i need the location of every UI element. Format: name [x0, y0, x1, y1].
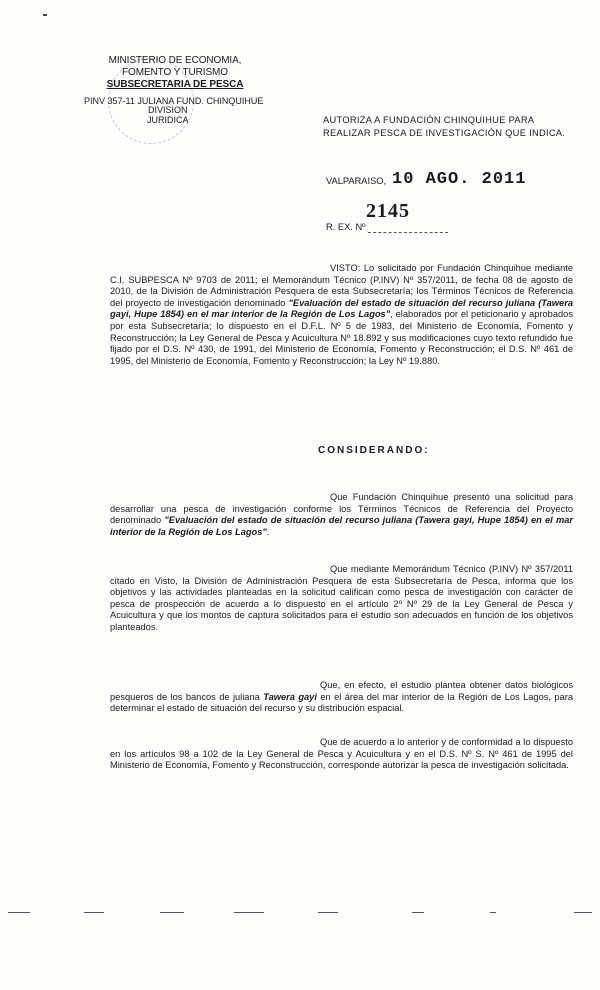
- rex-label: R. EX. Nº: [326, 222, 366, 232]
- footer-mark-5: [318, 912, 338, 913]
- considerando-1-project: "Evaluación del estado de situación del recurso juliana (Tawera gayi, Hupe 1854) en el mar interior de la Región de Los Lagos": [110, 515, 573, 537]
- division-line1: DIVISION: [148, 105, 188, 115]
- considerando-3-text-a: Que, en efecto, el estudio plantea obtener datos biológicos pesqueros de los bancos de juliana: [110, 680, 573, 702]
- title-line1: AUTORIZA A FUNDACIÓN CHINQUIHUE PARA: [323, 115, 535, 125]
- footer-mark-4: [234, 912, 264, 913]
- footer-mark-3: [160, 912, 184, 913]
- ministry-line1: MINISTERIO DE ECONOMIA,: [108, 55, 242, 66]
- considerando-1: [110, 492, 573, 538]
- visto-label: VISTO:: [330, 263, 361, 273]
- division-line2: JURIDICA: [147, 115, 189, 125]
- considerando-3-text-b: en el área del mar interior de la Región de Los Lagos, para determinar el estado de situación del recurso y su distribución espacial.: [110, 691, 573, 714]
- visto-paragraph: [110, 263, 573, 367]
- considerando-4: Que de acuerdo a lo anterior y de conformidad a lo dispuesto en los artículos 98 a 102 de la Ley General de Pesca y Acuicultura y en el D.S. Nº S. Nº 461 de 1995 del Ministerio de Economía, Fomento y Reconstrucción, corresponde autorizar la pesca de investigación solicitada.: [110, 737, 573, 771]
- considerando-2: Que mediante Memorándum Técnico (P.INV) Nº 357/2011 citado en Visto, la División de Administración Pesquera de esta Subsecretaría de Pesca, informa que los objetivos y las actividades planteadas en la solicitud califican como pesca de investigación con carácter de pesca de prospección de acuerdo a lo dispuesto en el artículo 2º Nº 29 de la Ley General de Pesca y Acuicultura y que los montos de captura solicitados para el estudio son adecuados en función de los objetivos planteados.: [110, 564, 573, 632]
- resolution-title: [323, 114, 573, 140]
- ministry-header: [100, 55, 250, 91]
- visto-text-1: Lo solicitado por Fundación Chinquihue mediante C.I. SUBPESCA Nº 9703 de 2011; el Memorándum Técnico (P.INV) Nº 357/2011, de fecha 08 de agosto de 2010, de la División de Administración Pesquera de esta Subsecretaría; los Términos Técnicos de Referencia del proyecto de investigación denominado: [110, 263, 573, 308]
- footer-mark-6: [412, 912, 424, 913]
- scan-mark: [43, 14, 47, 16]
- considerando-heading: CONSIDERANDO:: [318, 445, 430, 456]
- rex-blank-line: [368, 232, 448, 233]
- resolution-number: 2145: [366, 200, 410, 222]
- visto-project-name: "Evaluación del estado de situación del recurso juliana (Tawera gayi, Hupe 1854) en el mar interior de la Región de Los Lagos": [110, 297, 573, 320]
- title-line2: REALIZAR PESCA DE INVESTIGACIÓN QUE INDICA.: [323, 128, 566, 138]
- date-stamp: 10 AGO. 2011: [392, 170, 527, 189]
- division-label: [147, 105, 189, 125]
- visto-text-2: , elaborados por el peticionario y aprobados por esta Subsecretaría; lo dispuesto en el D.F.L. Nº 5 de 1983, del Ministerio de Economía, Fomento y Reconstrucción; la Ley General de Pesca y Acuicultura Nº 18.892 y sus modificaciones cuyo texto refundido fue fijado por el D.S. Nº 430, de 1991, del Ministerio de Economía, Fomento y Reconstrucción; el D.S. Nº 461 de 1995, del Ministerio de Economía, Fomento y Reconstrucción; la Ley Nº 19.880.: [110, 309, 573, 366]
- ministry-line2: FOMENTO Y TURISMO: [122, 67, 228, 78]
- considerando-3: [110, 680, 573, 715]
- footer-mark-8: [574, 912, 592, 913]
- place-label: VALPARAISO,: [326, 176, 387, 186]
- considerando-1-end: .: [266, 526, 270, 537]
- subsecretaria-title: SUBSECRETARIA DE PESCA: [106, 79, 244, 90]
- considerando-1-text: Que Fundación Chinquihue presentó una solicitud para desarrollar una pesca de investigación conforme los Términos Técnicos de Referencia del Proyecto denominado: [110, 492, 573, 526]
- footer-mark-1: [8, 912, 30, 913]
- footer-mark-7: [490, 912, 496, 913]
- reference-code: PINV 357-11 JULIANA FUND. CHINQUIHUE: [84, 96, 264, 106]
- considerando-3-species: Tawera gayi: [263, 691, 317, 702]
- footer-mark-2: [84, 912, 104, 913]
